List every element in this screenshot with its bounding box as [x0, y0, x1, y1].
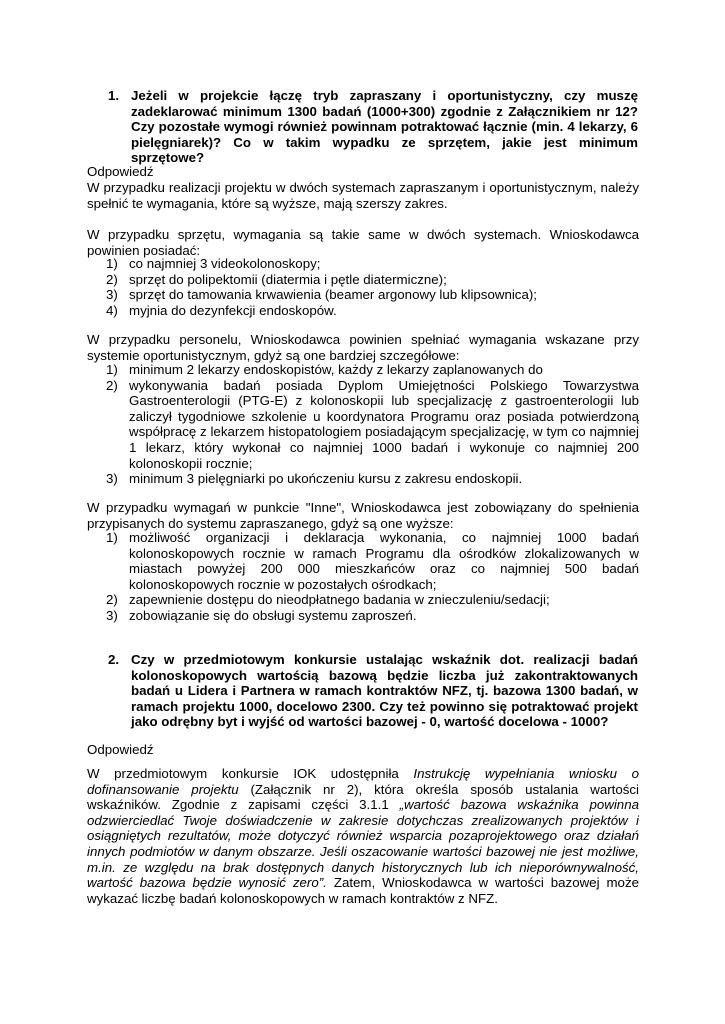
- answer-1-intro: W przypadku realizacji projektu w dwóch systemach zapraszanym i oportunistycznym, należy spełnić te wymagania, które są wyższe, mają szerszy zakres.: [87, 180, 639, 211]
- equipment-list: [87, 256, 639, 318]
- staff-intro: W przypadku personelu, Wnioskodawca powinien spełniać wymagania wskazane przy systemie oportunistycznym, gdyż są one bardziej szczegółowe:: [87, 332, 639, 363]
- answer-2-text-start: W przedmiotowym konkursie IOK udostępniła: [87, 766, 414, 781]
- list-item-number: 3): [106, 607, 118, 623]
- list-item: [87, 378, 639, 472]
- list-item-text: sprzęt do polipektomii (diatermia i pętle diatermiczne);: [129, 271, 447, 287]
- list-item-number: 4): [106, 302, 118, 318]
- answer-2-paragraph: [87, 766, 639, 906]
- list-item-text: co najmniej 3 videokolonoskopy;: [129, 256, 321, 271]
- question-text: Czy w przedmiotowym konkursie ustalając wskaźnik dot. realizacji badań kolonoskopowych wartością bazową będzie liczba już zakontraktowanych badań u Lidera i Partnera w ramach kontraktów NFZ, tj. bazowa 1300 badań, w ramach projektu 1000, docelowo 2300. Czy też powinno się potraktować projekt jako odrębny byt i wyjść od wartości bazowej - 0, wartość docelowa - 1000?: [131, 652, 638, 730]
- list-item-number: 2): [106, 592, 118, 608]
- list-item: [87, 272, 639, 288]
- answer-2-italic-quote: „wartość bazowa wskaźnika powinna odzwierciedlać Twoje doświadczenie w zakresie dotychczas zrealizowanych projektów i osiągniętych rezultatów, może dotyczyć również wsparcia pozaprojektowego oraz działań innych podmiotów w danym obszarze. Jeśli oszacowanie wartości bazowej nie jest możliwe, m.in. ze względu na brak dostępnych danych historycznych lub ich nieporównywalność, wartość bazowa będzie wynosić zero”.: [87, 797, 639, 891]
- question-text: Jeżeli w projekcie łączę tryb zapraszany i oportunistyczny, czy muszę zadeklarować minimum 1300 badań (1000+300) zgodnie z Załącznikiem nr 12? Czy pozostałe wymogi również powinnam potraktować łącznie (min. 4 lekarzy, 6 pielęgniarek)? Co w takim wypadku ze sprzętem, jakie jest minimum sprzętowe?: [131, 88, 638, 166]
- list-item-number: 2): [106, 377, 118, 393]
- question-number: 2.: [108, 652, 120, 667]
- staff-list: [87, 362, 639, 487]
- list-item-text: minimum 2 lekarzy endoskopistów, każdy z lekarzy zaplanowanych do: [129, 362, 543, 377]
- list-item: [87, 608, 639, 624]
- list-item: [87, 530, 639, 592]
- answer-2-text-mid: (Załącznik nr 2), która określa sposób ustalania wartości wskaźników. Zgodnie z zapisami części 3.1.1: [87, 781, 639, 813]
- list-item-number: 3): [106, 471, 118, 487]
- list-item: [87, 303, 639, 319]
- other-intro: W przypadku wymagań w punkcie "Inne", Wnioskodawca jest zobowiązany do spełnienia przypisanych do systemu zapraszanego, gdyż są one wyższe:: [87, 500, 639, 531]
- list-item: [87, 287, 639, 303]
- list-item-number: 1): [106, 256, 118, 271]
- answer-2-italic-reference: Instrukcję wypełniania wniosku o dofinansowanie projektu: [87, 766, 639, 797]
- list-item: [87, 471, 639, 487]
- answer-1-heading: Odpowiedź: [87, 164, 154, 179]
- list-item-text: minimum 3 pielęgniarki po ukończeniu kursu z zakresu endoskopii.: [129, 471, 523, 487]
- list-item: [87, 362, 639, 378]
- list-item: [87, 256, 639, 272]
- list-item-number: 1): [106, 362, 118, 377]
- list-item-number: 3): [106, 287, 118, 303]
- equipment-intro: W przypadku sprzętu, wymagania są takie same w dwóch systemach. Wnioskodawca powinien posiadać:: [87, 227, 639, 258]
- list-item-number: 2): [106, 271, 118, 287]
- list-item-number: 1): [106, 530, 118, 545]
- list-item-text: zapewnienie dostępu do nieodpłatnego badania w znieczuleniu/sedacji;: [129, 592, 550, 608]
- answer-2-text-end: Zatem, Wnioskodawca w wartości bazowej może wykazać liczbę badań kolonoskopowych w ramach kontraktów z NFZ.: [87, 875, 639, 906]
- question-1: [108, 88, 638, 166]
- other-list: [87, 530, 639, 624]
- question-2: [108, 652, 638, 730]
- answer-2-heading: Odpowiedź: [87, 742, 154, 757]
- list-item: [87, 592, 639, 608]
- list-item-text: wykonywania badań posiada Dyplom Umiejętności Polskiego Towarzystwa Gastroenterologii (PTG-E) z kolonoskopii lub specjalizację z gastroenterologii lub zaliczył tygodniowe szkolenie u koordynatora Programu oraz posiada potwierdzoną współpracę z lekarzem histopatologiem posiadającym specjalizację, w tym co najmniej 1 lekarz, który wykonał co najmniej 1000 badań i wykonuje co najmniej 200 kolonoskopii rocznie;: [129, 377, 639, 471]
- list-item-text: myjnia do dezynfekcji endoskopów.: [129, 302, 337, 318]
- question-number: 1.: [108, 88, 120, 103]
- list-item-text: możliwość organizacji i deklaracja wykonania, co najmniej 1000 badań kolonoskopowych rocznie w ramach Programu dla ośrodków zlokalizowanych w miastach powyżej 200 000 mieszkańców oraz co najmniej 500 badań kolonoskopowych rocznie w pozostałych ośrodkach;: [129, 530, 639, 592]
- list-item-text: zobowiązanie się do obsługi systemu zaproszeń.: [129, 607, 417, 623]
- list-item-text: sprzęt do tamowania krwawienia (beamer argonowy lub klipsownica);: [129, 287, 537, 303]
